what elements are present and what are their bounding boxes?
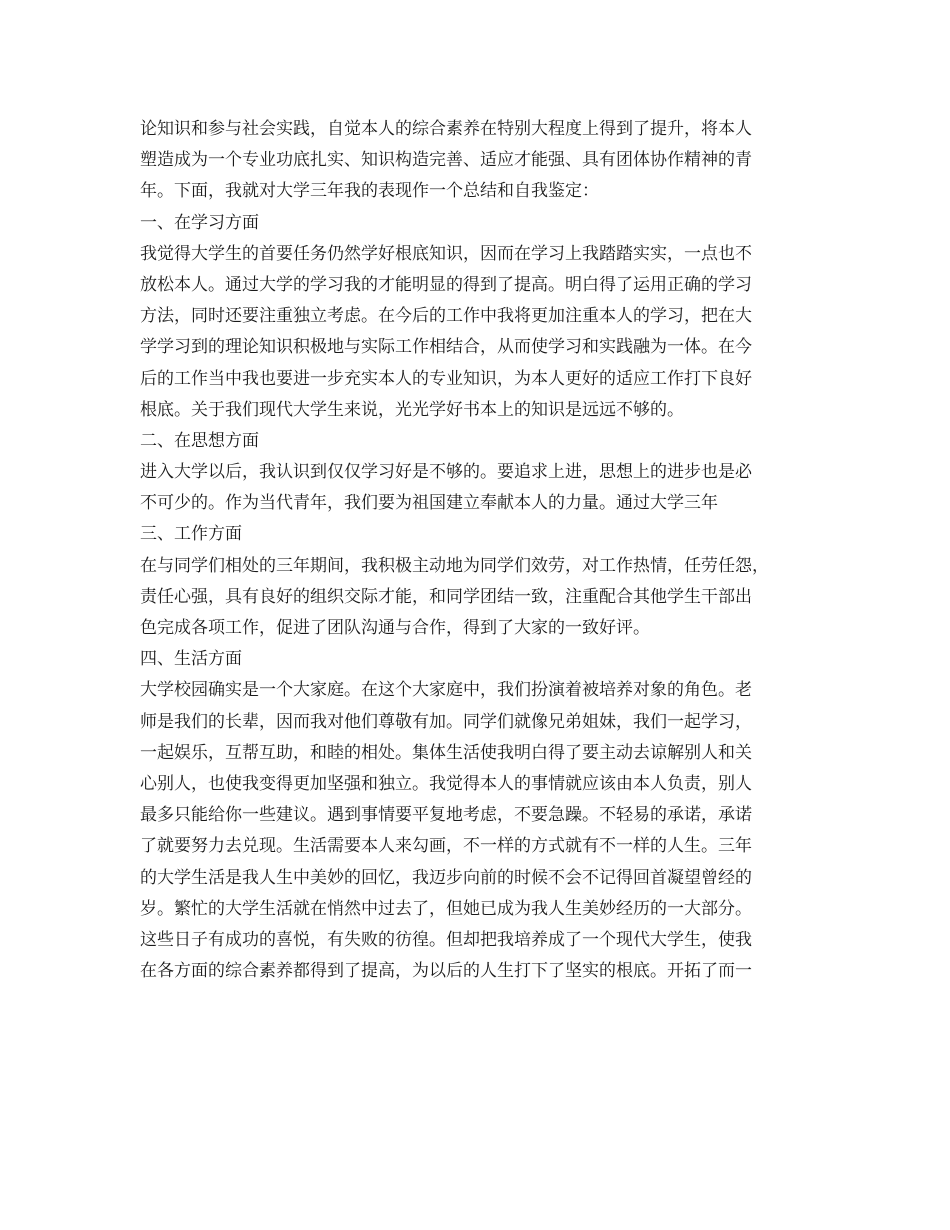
body-text-line: 论知识和参与社会实践，自觉本人的综合素养在特别大程度上得到了提升，将本人 [140,119,752,139]
body-text-line: 我觉得大学生的首要任务仍然学好根底知识，因而在学习上我踏踏实实，一点也不 [140,243,752,264]
body-text-line: 色完成各项工作，促进了团队沟通与合作，得到了大家的一致好评。 [140,618,650,638]
body-text-line: 大学校园确实是一个大家庭。在这个大家庭中，我们扮演着被培养对象的角色。老 [140,680,752,701]
body-text-line: 这些日子有成功的喜悦，有失败的彷徨。但却把我培养成了一个现代大学生，使我 [140,929,752,950]
body-text-line: 的大学生活是我人生中美妙的回忆，我迈步向前的时候不会不记得回首凝望曾经的 [140,867,752,888]
body-text-line: 后的工作当中我也要进一步充实本人的专业知识，为本人更好的适应工作打下良好 [140,368,752,389]
body-text-line: 方法，同时还要注重独立考虑。在今后的工作中我将更加注重本人的学习，把在大 [140,306,752,327]
body-text-line: 年。下面，我就对大学三年我的表现作一个总结和自我鉴定： [140,181,599,202]
document-body [140,114,825,987]
body-text-line: 最多只能给你一些建议。遇到事情要平复地考虑，不要急躁。不轻易的承诺，承诺 [140,805,752,826]
section-heading-life: 四、生活方面 [140,649,242,670]
body-text-line: 在与同学们相处的三年期间，我积极主动地为同学们效劳，对工作热情，任劳任怨， [140,555,769,576]
body-text-line: 岁。繁忙的大学生活就在悄然中过去了，但她已成为我人生美妙经历的一大部分。 [140,898,752,919]
body-text-line: 根底。关于我们现代大学生来说，光光学好书本上的知识是远远不够的。 [140,399,684,420]
body-text-line: 心别人，也使我变得更加坚强和独立。我觉得本人的事情就应该由本人负责，别人 [140,773,752,794]
body-text-line: 了就要努力去兑现。生活需要本人来勾画，不一样的方式就有不一样的人生。三年 [140,836,752,857]
section-heading-work: 三、工作方面 [140,524,242,545]
body-text-line: 放松本人。通过大学的学习我的才能明显的得到了提高。明白得了运用正确的学习 [140,274,752,295]
body-text-line: 塑造成为一个专业功底扎实、知识构造完善、适应才能强、具有团体协作精神的青 [140,150,752,171]
body-text-line: 责任心强，具有良好的组织交际才能，和同学团结一致，注重配合其他学生干部出 [140,586,752,607]
body-text-line: 一起娱乐，互帮互助，和睦的相处。集体生活使我明白得了要主动去谅解别人和关 [140,742,752,763]
body-text-line: 在各方面的综合素养都得到了提高，为以后的人生打下了坚实的根底。开拓了而一 [140,961,752,982]
body-text-line: 师是我们的长辈，因而我对他们尊敬有加。同学们就像兄弟姐妹，我们一起学习， [140,711,752,732]
body-text-line: 学学习到的理论知识积极地与实际工作相结合，从而使学习和实践融为一体。在今 [140,337,752,358]
section-heading-thought: 二、在思想方面 [140,430,259,451]
section-heading-study: 一、在学习方面 [140,212,259,233]
body-text-line: 不可少的。作为当代青年，我们要为祖国建立奉献本人的力量。通过大学三年 [140,493,718,514]
body-text-line: 进入大学以后，我认识到仅仅学习好是不够的。要追求上进，思想上的进步也是必 [140,462,752,483]
